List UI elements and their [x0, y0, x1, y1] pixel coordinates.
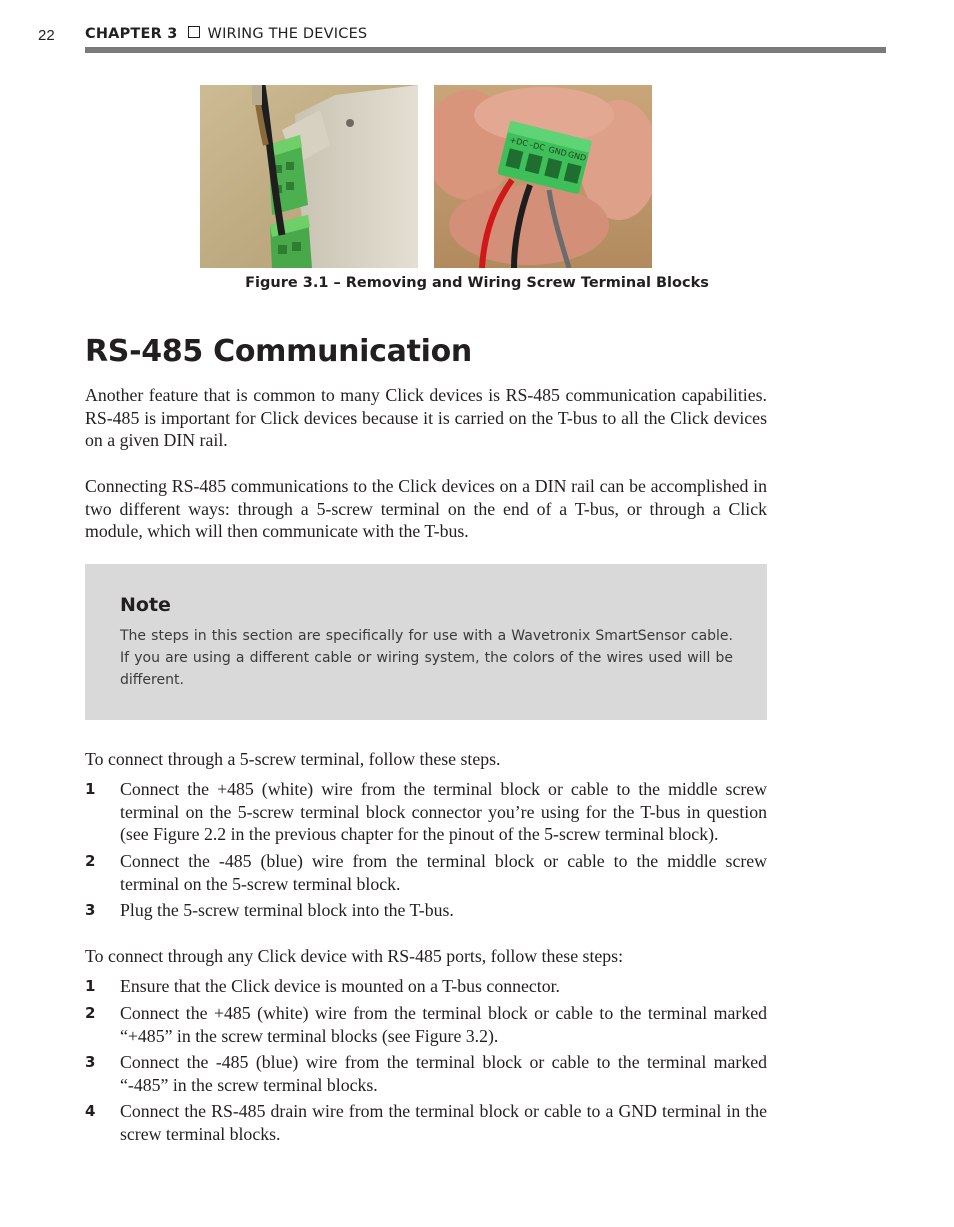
step-text: Connect the +485 (white) wire from the terminal block or cable to the middle screw terminal on the 5-screw terminal block connector you’re using for the T-bus in question (see Figure 2.2 in the previous chapter for the pinout of the 5-screw terminal block).	[120, 779, 767, 845]
page-header	[0, 0, 954, 56]
device-terminal-illustration	[200, 85, 418, 268]
section-title: RS-485 Communication	[85, 334, 472, 369]
step-number: 1	[85, 780, 96, 798]
step-number: 2	[85, 1004, 96, 1022]
step-text: Ensure that the Click device is mounted on a T-bus connector.	[120, 976, 560, 996]
step-text: Connect the RS-485 drain wire from the terminal block or cable to a GND terminal in the screw terminal blocks.	[120, 1101, 767, 1144]
square-separator-icon	[188, 26, 200, 38]
step-number: 3	[85, 1053, 96, 1071]
step-number: 1	[85, 977, 96, 995]
note-text: The steps in this section are specifically for use with a Wavetronix SmartSensor cable. If you are using a different cable or wiring system, the colors of the wires used will be different.	[120, 628, 733, 688]
page-number: 22	[38, 27, 55, 44]
terminal-label: GND	[547, 144, 568, 159]
terminal-label: +DC	[508, 135, 529, 149]
note-box	[85, 564, 767, 720]
header-rule	[85, 47, 886, 53]
figure-photo-device-terminal	[200, 85, 418, 268]
chapter-title: WIRING THE DEVICES	[207, 26, 368, 42]
wired-terminal-block-illustration	[434, 85, 652, 268]
step-text: Connect the -485 (blue) wire from the terminal block or cable to the terminal marked “-485” in the screw terminal blocks.	[120, 1052, 767, 1095]
note-title: Note	[120, 594, 171, 616]
terminal-label: GND	[567, 149, 588, 163]
body-paragraph: Connecting RS-485 communications to the Click devices on a DIN rail can be accomplished in two different ways: through a 5-screw terminal on the end of a T-bus, or through a Click module, which will then communicate with the T-bus.	[85, 476, 767, 542]
figure-caption: Figure 3.1 – Removing and Wiring Screw Terminal Blocks	[245, 275, 709, 291]
step-number: 3	[85, 901, 96, 919]
procedure-intro: To connect through a 5-screw terminal, follow these steps.	[85, 749, 501, 769]
figure-photo-wired-terminal-block	[434, 85, 652, 268]
terminal-label: –DC	[528, 140, 546, 153]
step-number: 2	[85, 852, 96, 870]
step-number: 4	[85, 1102, 96, 1120]
running-head	[85, 26, 367, 42]
step-text: Connect the +485 (white) wire from the terminal block or cable to the terminal marked “+485” in the screw terminal blocks (see Figure 3.2).	[120, 1003, 767, 1046]
step-text: Plug the 5-screw terminal block into the T-bus.	[120, 900, 454, 920]
step-text: Connect the -485 (blue) wire from the terminal block or cable to the middle screw terminal on the 5-screw terminal block.	[120, 851, 767, 894]
body-paragraph: Another feature that is common to many Click devices is RS-485 communication capabilities. RS-485 is important for Click devices because it is carried on the T-bus to all the Click devices on a given DIN rail.	[85, 385, 767, 451]
chapter-label: CHAPTER 3	[85, 26, 178, 42]
procedure-intro: To connect through any Click device with RS-485 ports, follow these steps:	[85, 946, 624, 966]
